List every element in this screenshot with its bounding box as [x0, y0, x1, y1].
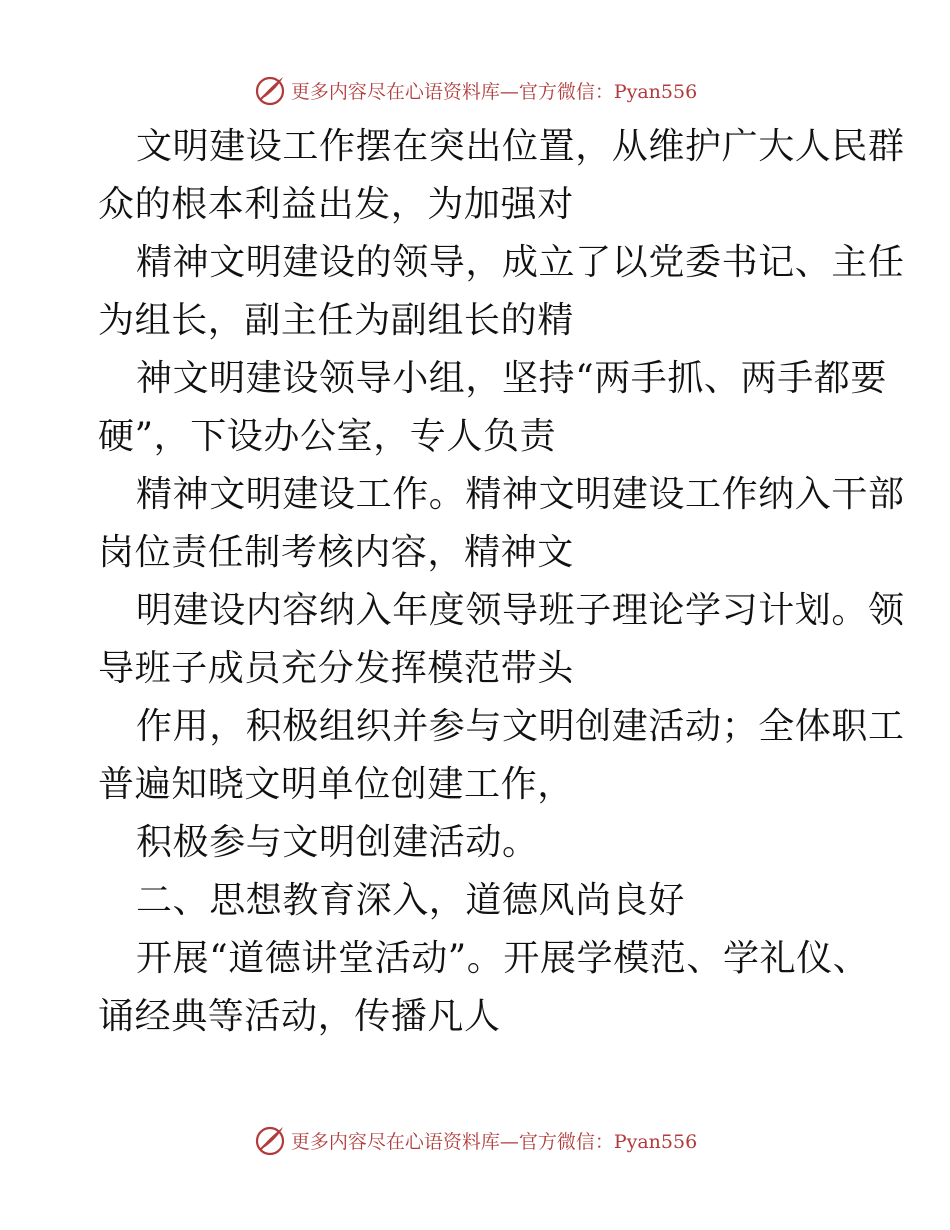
- paragraph-line: 普遍知晓文明单位创建工作，: [98, 764, 574, 805]
- header-watermark: [0, 70, 950, 110]
- paragraph-7: [98, 814, 858, 872]
- paragraph-line: 明建设内容纳入年度领导班子理论学习计划。领: [136, 590, 905, 631]
- paragraph-line: 精神文明建设工作。精神文明建设工作纳入干部: [136, 474, 905, 515]
- section-heading: [98, 872, 858, 930]
- header-watermark-text: 更多内容尽在心语资料库—官方微信：Pyan556: [290, 80, 698, 103]
- paragraph-line: 诵经典等活动，传播凡人: [98, 996, 501, 1037]
- paragraph-line: 硬”，下设办公室，专人负责: [98, 416, 557, 457]
- paragraph-3: [98, 350, 888, 466]
- paragraph-line: 为组长，副主任为副组长的精: [98, 300, 574, 341]
- paragraph-line: 积极参与文明创建活动。: [136, 822, 539, 863]
- paragraph-line: 众的根本利益出发，为加强对: [98, 184, 574, 225]
- footer-watermark: [0, 1120, 950, 1160]
- section-heading-text: 二、思想教育深入，道德风尚良好: [136, 880, 686, 921]
- paragraph-line: 文明建设工作摆在突出位置，从维护广大人民群: [136, 126, 905, 167]
- paragraph-line: 岗位责任制考核内容，精神文: [98, 532, 574, 573]
- paragraph-9: [98, 930, 870, 1046]
- paragraph-1: [98, 118, 905, 234]
- paragraph-line: 开展“道德讲堂活动”。开展学模范、学礼仪、: [136, 938, 870, 979]
- quill-logo-icon: [253, 1123, 287, 1157]
- paragraph-line: 精神文明建设的领导，成立了以党委书记、主任: [136, 242, 905, 283]
- paragraph-4: [98, 466, 905, 582]
- paragraph-line: 神文明建设领导小组，坚持“两手抓、两手都要: [136, 358, 888, 399]
- document-body: [98, 118, 905, 1046]
- paragraph-line: 导班子成员充分发挥模范带头: [98, 648, 574, 689]
- paragraph-5: [98, 582, 905, 698]
- footer-watermark-text: 更多内容尽在心语资料库—官方微信：Pyan556: [290, 1130, 698, 1153]
- paragraph-2: [98, 234, 905, 350]
- quill-logo-icon: [253, 73, 287, 107]
- paragraph-line: 作用，积极组织并参与文明创建活动；全体职工: [136, 706, 905, 747]
- paragraph-6: [98, 698, 905, 814]
